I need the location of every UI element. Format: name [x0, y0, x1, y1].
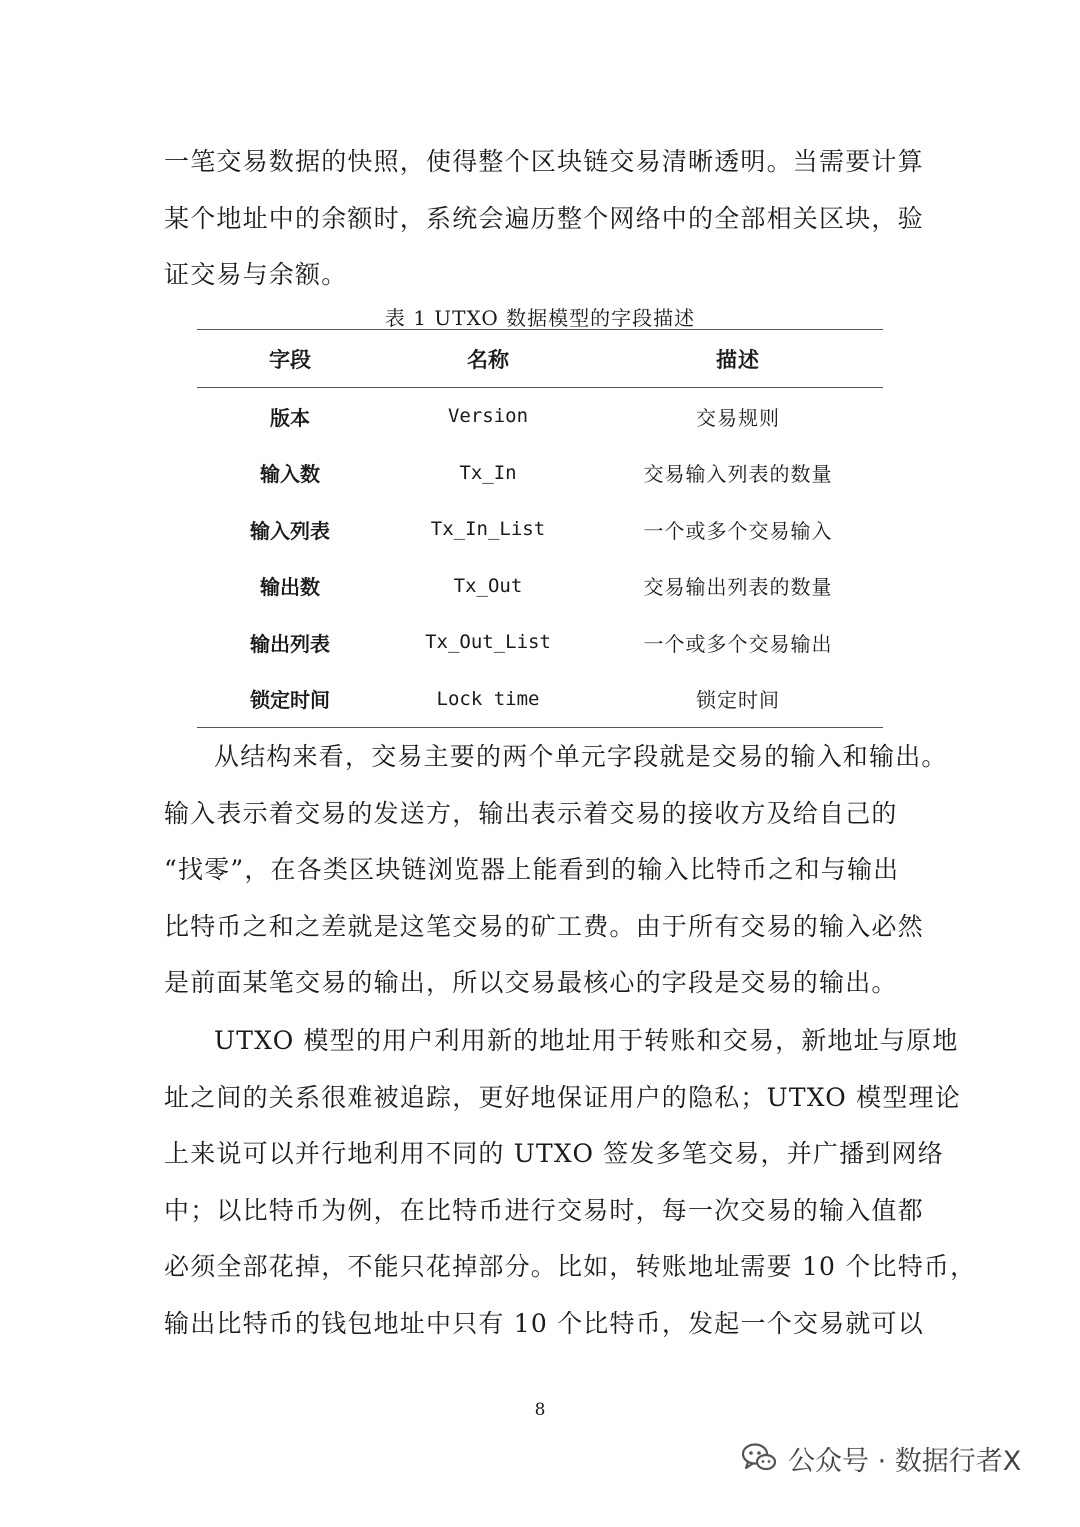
header-field: 字段 — [269, 346, 311, 372]
page-number: 8 — [534, 1400, 546, 1420]
header-description: 描述 — [716, 346, 760, 372]
cell-description: 一个或多个交易输出 — [643, 631, 833, 656]
text-line: 是前面某笔交易的输出，所以交易最核心的字段是交易的输出。 — [164, 968, 898, 997]
table-row — [197, 558, 883, 615]
text-line: 一笔交易数据的快照，使得整个区块链交易清晰透明。当需要计算 — [164, 147, 924, 176]
cell-name: Tx_In_List — [430, 518, 546, 541]
table-row — [197, 501, 883, 558]
wechat-icon — [742, 1443, 776, 1473]
paragraph-3 — [164, 1013, 977, 1352]
text-line: “找零”，在各类区块链浏览器上能看到的输入比特币之和与输出 — [164, 855, 900, 884]
table-row — [197, 445, 883, 502]
text-line: 上来说可以并行地利用不同的 UTXO 签发多笔交易，并广播到网络 — [164, 1139, 944, 1168]
table-row — [197, 388, 883, 445]
paragraph-1 — [164, 134, 924, 304]
cell-description: 交易输出列表的数量 — [643, 575, 833, 600]
utxo-field-table — [197, 329, 883, 728]
cell-name: Tx_In — [459, 461, 517, 484]
cell-description: 交易输入列表的数量 — [643, 462, 833, 487]
text-line: 比特币之和之差就是这笔交易的矿工费。由于所有交易的输入必然 — [164, 911, 924, 941]
table-caption: 表 1 UTXO 数据模型的字段描述 — [384, 306, 696, 330]
text-line: 输出比特币的钱包地址中只有 10 个比特币，发起一个交易就可以 — [164, 1308, 924, 1338]
cell-field: 锁定时间 — [250, 688, 330, 713]
text-line: 中；以比特币为例，在比特币进行交易时，每一次交易的输入值都 — [164, 1195, 924, 1225]
header-name: 名称 — [467, 346, 509, 372]
cell-field: 输入数 — [260, 462, 320, 487]
cell-field: 输出列表 — [250, 631, 330, 656]
cell-name: Lock time — [436, 687, 540, 710]
text-line: 证交易与余额。 — [164, 260, 348, 289]
cell-name: Version — [447, 405, 529, 428]
watermark — [742, 1428, 1021, 1488]
text-line: 从结构来看，交易主要的两个单元字段就是交易的输入和输出。 — [214, 742, 948, 771]
table-row — [197, 614, 883, 671]
cell-name: Tx_Out — [453, 574, 523, 597]
text-line: 必须全部花掉，不能只花掉部分。比如，转账地址需要 10 个比特币， — [164, 1252, 977, 1281]
text-line: 输入表示着交易的发送方，输出表示着交易的接收方及给自己的 — [164, 798, 898, 828]
cell-name: Tx_Out_List — [425, 631, 551, 654]
table-row — [197, 671, 883, 728]
cell-field: 输出数 — [260, 575, 320, 600]
cell-description: 交易规则 — [696, 405, 780, 430]
watermark-text: 公众号 · 数据行者X — [788, 1445, 1022, 1477]
text-line: 址之间的关系很难被追踪，更好地保证用户的隐私；UTXO 模型理论 — [164, 1082, 961, 1112]
paragraph-2 — [164, 729, 948, 1012]
table-header-row — [197, 330, 883, 388]
cell-description: 一个或多个交易输入 — [643, 518, 833, 543]
cell-description: 锁定时间 — [696, 688, 780, 713]
text-line: 某个地址中的余额时，系统会遍历整个网络中的全部相关区块，验 — [164, 203, 924, 233]
text-line: UTXO 模型的用户利用新的地址用于转账和交易，新地址与原地 — [214, 1026, 959, 1055]
cell-field: 输入列表 — [250, 518, 330, 543]
cell-field: 版本 — [270, 405, 310, 430]
